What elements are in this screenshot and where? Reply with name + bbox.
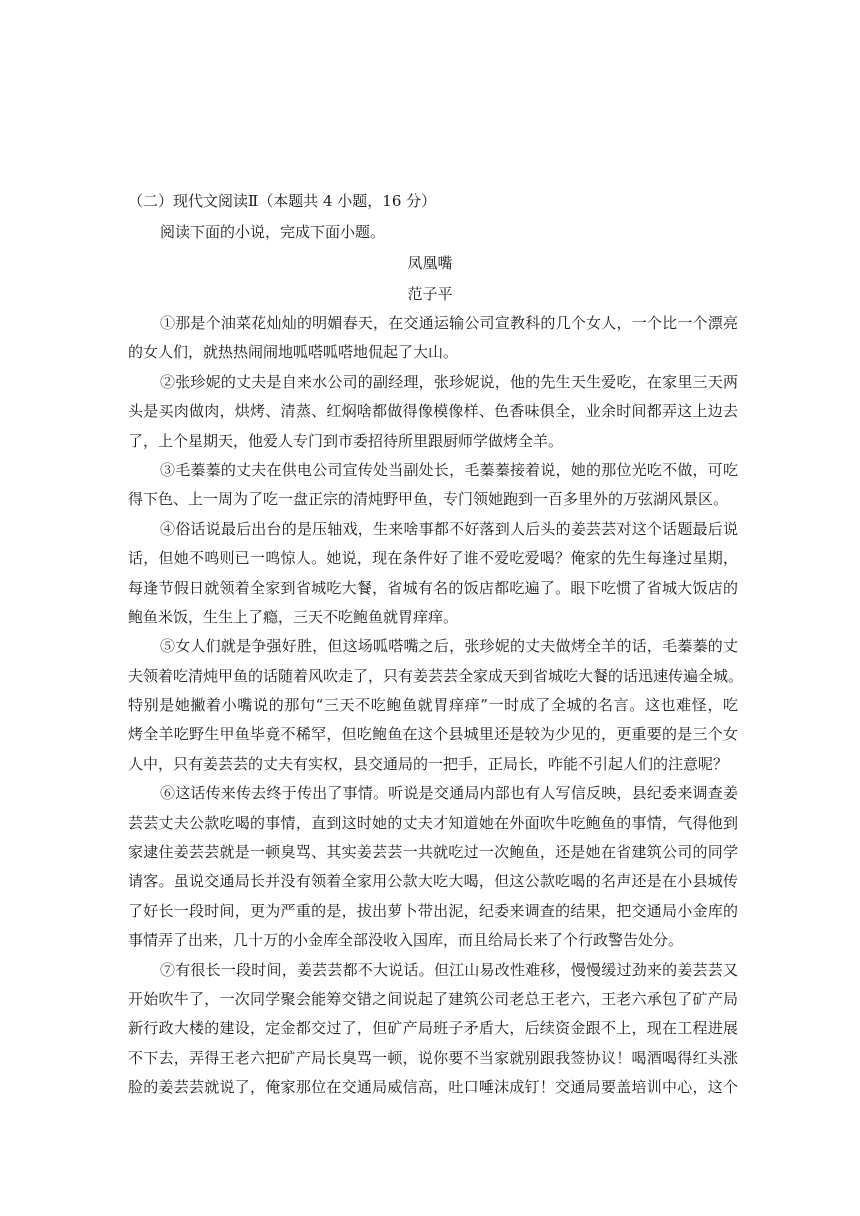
paragraph-line: ⑤女人们就是争强好胜，但这场呱嗒嘴之后，张珍妮的丈夫做烤全羊的话，毛蓁蓁的丈 [160,637,738,656]
paragraph-line: 脸的姜芸芸就说了，俺家那位在交通局威信高，吐口唾沫成钉！交通局要盖培训中心，这个 [128,1078,738,1097]
story-paragraph [128,456,738,515]
paragraph-line: 特别是她撇着小嘴说的那句“三天不吃鲍鱼就胃痒痒”一时成了全城的名言。这也难怪，吃 [128,696,738,715]
paragraph-line: ⑥这话传来传去终于传出了事情。听说是交通局内部也有人写信反映，县纪委来调查姜 [160,784,738,803]
story-paragraph [128,515,738,633]
paragraph-line: ②张珍妮的丈夫是自来水公司的副经理，张珍妮说，他的先生天生爱吃，在家里三天两 [160,372,738,391]
story-body [128,309,744,1103]
paragraph-line: 的女人们，就热热闹闹地呱嗒呱嗒地侃起了大山。 [128,343,459,362]
story-paragraph [128,368,738,456]
paragraph-line: 每逢节假日就领着全家到省城吃大餐，省城有名的饭店都吃遍了。眼下吃惯了省城大饭店的 [128,578,738,597]
paragraph-line: 人中，只有姜芸芸的丈夫有实权，县交通局的一把手，正局长，咋能不引起人们的注意呢？ [128,754,729,773]
paragraph-line: 新行政大楼的建设，定金都交过了，但矿产局班子矛盾大，后续资金跟不上，现在工程进展 [128,1019,738,1038]
story-paragraph [128,779,738,955]
paragraph-line: ④俗话说最后出台的是压轴戏，生来啥事都不好落到人后头的姜芸芸对这个话题最后说 [160,519,738,538]
paragraph-line: 得下色、上一周为了吃一盘正宗的清炖野甲鱼，专门领她跑到一百多里外的万弦湖风景区。 [128,490,729,509]
story-paragraph [128,632,744,779]
story-paragraph [128,309,738,368]
paragraph-line: 了，上个星期天，他爱人专门到市委招待所里跟厨师学做烤全羊。 [128,431,564,450]
story-title: 凤凰嘴 [407,254,453,272]
section-heading: （二）现代文阅读Ⅱ（本题共 4 小题，16 分） [128,192,437,210]
paragraph-line: 不下去，弄得王老六把矿产局长臭骂一顿，说你要不当家就别跟我签协议！喝酒喝得红头涨 [128,1048,738,1067]
paragraph-line: 家逮住姜芸芸就是一顿臭骂、其实姜芸芸一共就吃过一次鲍鱼，还是她在省建筑公司的同学 [128,843,738,862]
story-author: 范子平 [407,285,453,303]
paragraph-line: 夫领着吃清炖甲鱼的话随着风吹走了，只有姜芸芸全家成天到省城吃大餐的话迅速传遍全城。 [128,666,744,685]
paragraph-line: 请客。虽说交通局长并没有领着全家用公款大吃大喝，但这公款吃喝的名声还是在小县城传 [128,872,738,891]
paragraph-line: 头是买肉做肉，烘烤、清蒸、红焖啥都做得像模像样、色香味俱全，业余时间都弄这上边去 [128,402,738,421]
paragraph-line: 事情弄了出来，几十万的小金库全部没收入国库，而且给局长来了个行政警告处分。 [128,931,684,950]
paragraph-line: 话，但她不鸣则已一鸣惊人。她说，现在条件好了谁不爱吃爱喝？俺家的先生每逢过星期， [128,549,738,568]
paragraph-line: 开始吹牛了，一次同学聚会能筹交错之间说起了建筑公司老总王老六，王老六承包了矿产局 [128,989,738,1008]
story-paragraph [128,956,738,1103]
reading-instruction: 阅读下面的小说，完成下面小题。 [160,223,386,241]
paragraph-line: 芸芸丈夫公款吃喝的事情，直到这时她的丈夫才知道她在外面吹牛吃鲍鱼的事情，气得他到 [128,813,738,832]
paragraph-line: 了好长一段时间，更为严重的是，拔出萝卜带出泥，纪委来调查的结果，把交通局小金库的 [128,901,738,920]
paragraph-line: ③毛蓁蓁的丈夫在供电公司宣传处当副处长，毛蓁蓁接着说，她的那位光吃不做，可吃 [160,460,738,479]
paragraph-line: ⑦有很长一段时间，姜芸芸都不大说话。但江山易改性难移，慢慢缓过劲来的姜芸芸又 [160,960,738,979]
paragraph-line: 烤全羊吃野生甲鱼毕竟不稀罕，但吃鲍鱼在这个县城里还是较为少见的，更重要的是三个女 [128,725,738,744]
paragraph-line: 鲍鱼米饭，生生上了瘾，三天不吃鲍鱼就胃痒痒。 [128,607,459,626]
paragraph-line: ①那是个油菜花灿灿的明媚春天，在交通运输公司宣教科的几个女人，一个比一个漂亮 [160,314,738,332]
